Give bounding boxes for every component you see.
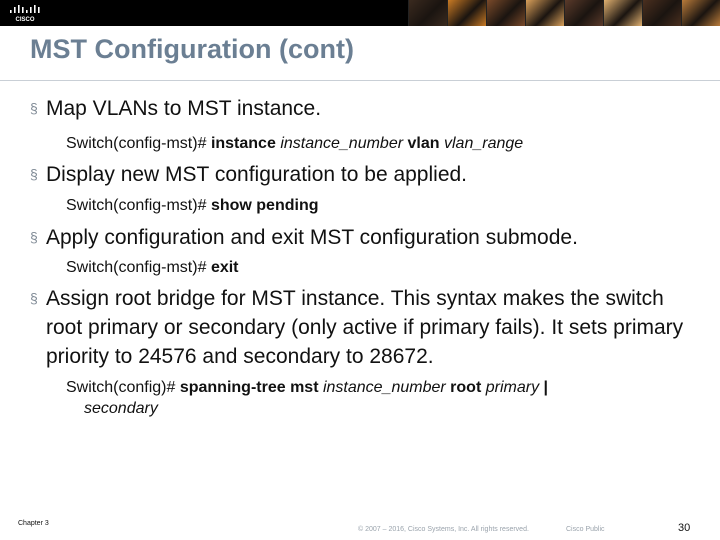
- cmd-prompt: Switch(config-mst)#: [66, 259, 207, 276]
- header-photo: [603, 0, 642, 26]
- cmd-prompt: Switch(config-mst)#: [66, 135, 207, 152]
- title-divider: [0, 80, 720, 81]
- command-syntax: [66, 257, 239, 278]
- header-photo: [525, 0, 564, 26]
- bullet-marker: §: [30, 166, 38, 182]
- classification-label: Cisco Public: [566, 526, 605, 533]
- cmd-keyword: spanning-tree mst: [179, 379, 319, 396]
- logo-text: CISCO: [15, 17, 35, 22]
- header-photo: [564, 0, 603, 26]
- cmd-keyword: instance: [210, 135, 276, 152]
- command-syntax: [66, 377, 626, 419]
- bullet-item: [30, 94, 690, 123]
- header-photo: [681, 0, 720, 26]
- chapter-label: Chapter 3: [18, 520, 49, 527]
- header-bar: [0, 0, 720, 26]
- header-photo: [447, 0, 486, 26]
- cisco-logo: [8, 4, 42, 22]
- cmd-argument: primary: [485, 379, 540, 396]
- cmd-keyword: exit: [210, 259, 239, 276]
- header-photo-strip: [408, 0, 720, 26]
- header-photo: [486, 0, 525, 26]
- cmd-keyword: root: [450, 379, 482, 396]
- bullet-text: Display new MST configuration to be applied.: [46, 163, 468, 186]
- bullet-item: [30, 284, 702, 371]
- bullet-text: Assign root bridge for MST instance. This syntax makes the switch root primary or secondary (only active if primary fails). It sets primary priority to 24576 and secondary to 28672.: [46, 287, 684, 368]
- cmd-keyword: show pending: [210, 197, 319, 214]
- bullet-marker: §: [30, 290, 38, 306]
- cmd-argument: instance_number: [280, 135, 404, 152]
- cmd-argument: vlan_range: [443, 135, 524, 152]
- bullet-item: [30, 160, 690, 189]
- cmd-prompt: Switch(config)#: [66, 379, 176, 396]
- cmd-separator: |: [543, 379, 549, 396]
- cmd-argument: secondary: [84, 400, 158, 417]
- cmd-argument: instance_number: [322, 379, 446, 396]
- cmd-prompt: Switch(config-mst)#: [66, 197, 207, 214]
- command-syntax: [66, 133, 523, 154]
- header-photo: [642, 0, 681, 26]
- bullet-text: Map VLANs to MST instance.: [46, 97, 322, 120]
- bullet-marker: §: [30, 229, 38, 245]
- command-syntax: [66, 195, 318, 216]
- bullet-marker: §: [30, 100, 38, 116]
- header-photo: [408, 0, 447, 26]
- page-number: 30: [678, 522, 691, 534]
- bullet-text: Apply configuration and exit MST configuration submode.: [46, 226, 578, 249]
- slide-title: MST Configuration (cont): [30, 34, 354, 64]
- bullet-item: [30, 223, 700, 252]
- cmd-keyword: vlan: [407, 135, 440, 152]
- copyright-notice: © 2007 – 2016, Cisco Systems, Inc. All rights reserved.: [358, 526, 529, 533]
